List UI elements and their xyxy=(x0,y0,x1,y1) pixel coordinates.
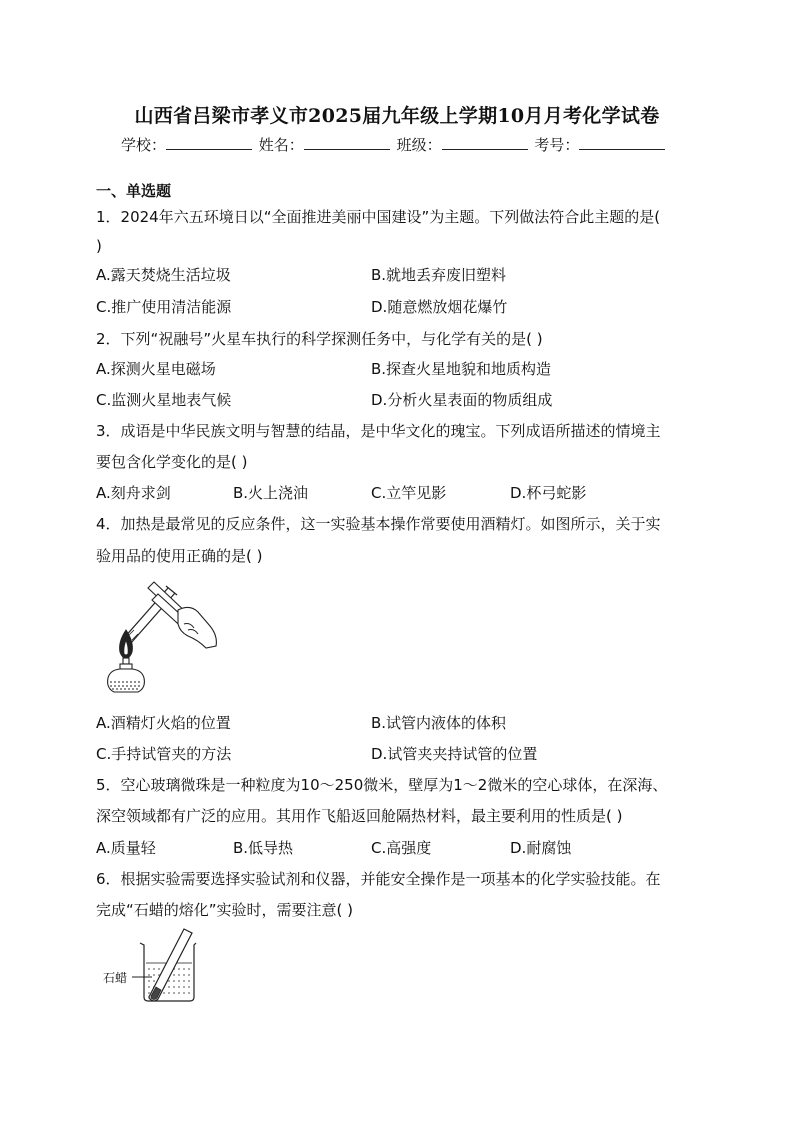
name-blank xyxy=(304,135,390,150)
student-info-row xyxy=(121,134,667,155)
q1-stem-line1: 1．2024年六五环境日以“全面推进美丽中国建设”为主题。下列做法符合此主题的是( xyxy=(96,208,661,226)
q6-stem-line2: 完成“石蜡的熔化”实验时，需要注意( ) xyxy=(96,901,354,919)
page-title: 山西省吕梁市孝义市2025届九年级上学期10月月考化学试卷 xyxy=(134,105,660,127)
q2-option-c: C.监测火星地表气候 xyxy=(96,391,232,409)
q2-option-a: A.探测火星电磁场 xyxy=(96,360,216,378)
q2-option-d: D.分析火星表面的物质组成 xyxy=(371,391,553,409)
q1-option-d: D.随意燃放烟花爆竹 xyxy=(371,298,508,316)
q4-option-a: A.酒精灯火焰的位置 xyxy=(96,714,231,732)
school-label: 学校： xyxy=(121,136,167,154)
q4-stem-line2: 验用品的使用正确的是( ) xyxy=(96,547,263,565)
q4-option-b: B.试管内液体的体积 xyxy=(371,714,507,732)
q3-option-a: A.刻舟求剑 xyxy=(96,484,171,502)
school-blank xyxy=(166,135,252,150)
q5-stem-line2: 深空领域都有广泛的应用。其用作飞船返回舱隔热材料，最主要利用的性质是( ) xyxy=(96,807,623,825)
q3-stem-line1: 3．成语是中华民族文明与智慧的结晶，是中华文化的瑰宝。下列成语所描述的情境主 xyxy=(96,422,661,440)
q3-option-d: D.杯弓蛇影 xyxy=(510,484,587,502)
hand xyxy=(178,607,216,648)
q6-stem-line1: 6．根据实验需要选择实验试剂和仪器，并能安全操作是一项基本的化学实验技能。在 xyxy=(96,870,661,888)
q5-option-d: D.耐腐蚀 xyxy=(510,839,572,857)
q3-option-c: C.立竿见影 xyxy=(371,484,447,502)
alcohol-lamp-heating-figure xyxy=(98,578,228,696)
q2-option-b: B.探查火星地貌和地质构造 xyxy=(371,360,552,378)
paraffin-label: 石蜡 xyxy=(103,971,128,985)
beaker-paraffin-figure xyxy=(130,925,210,1005)
q5-option-c: C.高强度 xyxy=(371,839,432,857)
name-label: 姓名： xyxy=(258,136,304,154)
flame xyxy=(120,630,133,658)
q1-option-b: B.就地丢弃废旧塑料 xyxy=(371,266,507,284)
q5-option-a: A.质量轻 xyxy=(96,839,156,857)
class-label: 班级： xyxy=(396,136,442,154)
q4-stem-line1: 4．加热是最常见的反应条件，这一实验基本操作常要使用酒精灯。如图所示，关于实 xyxy=(96,515,661,533)
q5-option-b: B.低导热 xyxy=(233,839,294,857)
exam-no-label: 考号： xyxy=(534,136,580,154)
q3-option-b: B.火上浇油 xyxy=(233,484,309,502)
q4-option-c: C.手持试管夹的方法 xyxy=(96,745,232,763)
q5-stem-line1: 5．空心玻璃微珠是一种粒度为10～250微米，壁厚为1～2微米的空心球体，在深海、 xyxy=(96,776,668,794)
q2-stem-line1: 2．下列“祝融号”火星车执行的科学探测任务中，与化学有关的是( ) xyxy=(96,330,543,348)
q4-option-d: D.试管夹夹持试管的位置 xyxy=(371,745,538,763)
exam-no-blank xyxy=(579,135,665,150)
class-blank xyxy=(442,135,528,150)
q3-stem-line2: 要包含化学变化的是( ) xyxy=(96,453,248,471)
q1-option-a: A.露天焚烧生活垃圾 xyxy=(96,266,231,284)
q1-option-c: C.推广使用清洁能源 xyxy=(96,298,232,316)
alcohol-lamp xyxy=(108,658,145,692)
q1-stem-line2: ) xyxy=(96,237,102,255)
section-heading: 一、单选题 xyxy=(96,182,172,200)
